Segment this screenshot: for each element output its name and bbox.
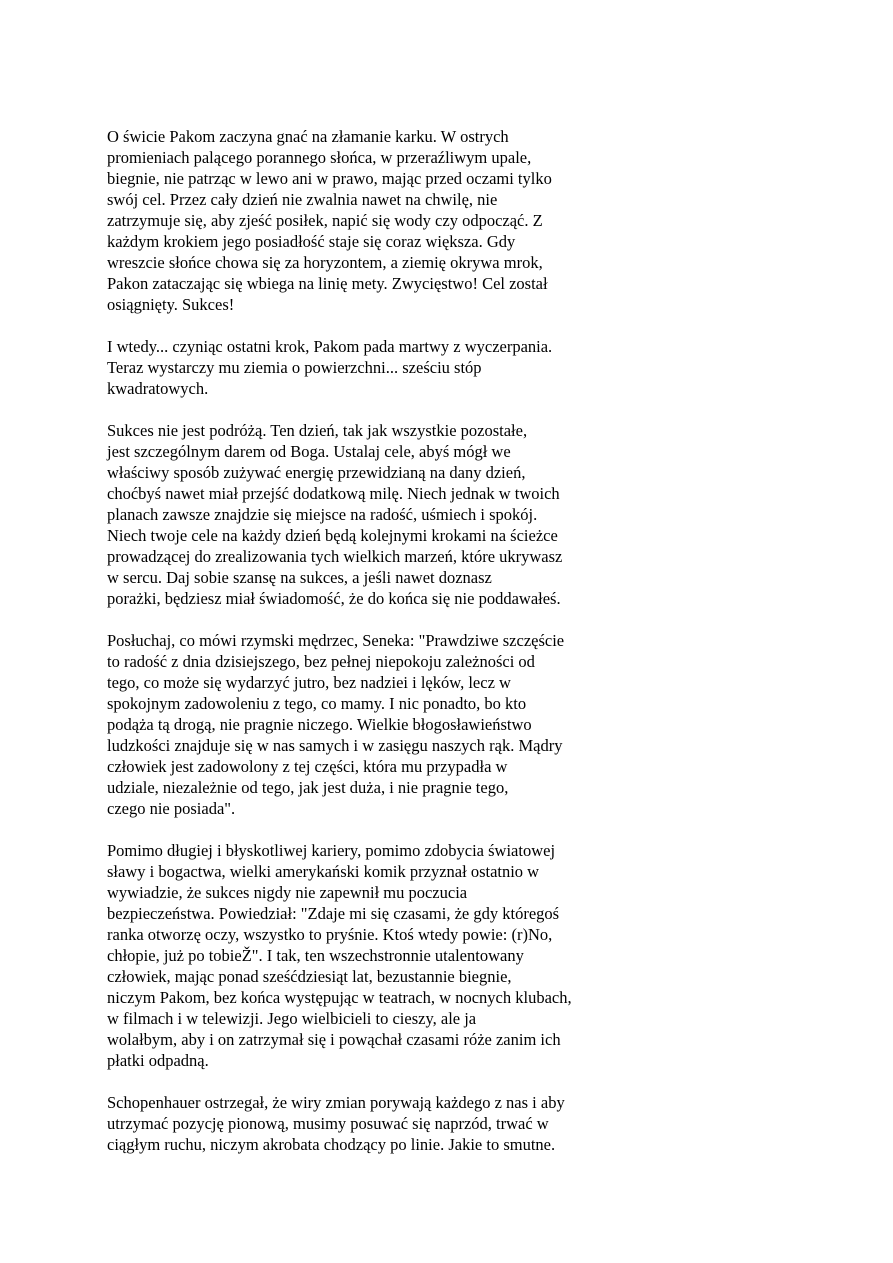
paragraph [107, 630, 627, 819]
text-line: spokojnym zadowoleniu z tego, co mamy. I nic ponadto, bo kto [107, 694, 527, 713]
text-line: ranka otworzę oczy, wszystko to pryśnie. Ktoś wtedy powie: (r)No, [107, 925, 553, 944]
text-line: człowiek jest zadowolony z tej części, która mu przypadła w [107, 757, 508, 776]
text-line: w sercu. Daj sobie szansę na sukces, a jeśli nawet doznasz [107, 568, 492, 587]
text-line: jest szczególnym darem od Boga. Ustalaj cele, abyś mógł we [107, 442, 511, 461]
text-line: właściwy sposób zużywać energię przewidzianą na dany dzień, [107, 463, 526, 482]
text-line: to radość z dnia dzisiejszego, bez pełnej niepokoju zależności od [107, 652, 535, 671]
text-line: wolałbym, aby i on zatrzymał się i powąchał czasami róże zanim ich [107, 1030, 561, 1049]
text-line: bezpieczeństwa. Powiedział: "Zdaje mi się czasami, że gdy któregoś [107, 904, 560, 923]
text-line: sławy i bogactwa, wielki amerykański komik przyznał ostatnio w [107, 862, 540, 881]
text-line: O świcie Pakom zaczyna gnać na złamanie karku. W ostrych [107, 127, 509, 146]
text-line: podąża tą drogą, nie pragnie niczego. Wielkie błogosławieństwo [107, 715, 532, 734]
text-line: kwadratowych. [107, 379, 209, 398]
document-body [107, 126, 627, 1176]
text-line: płatki odpadną. [107, 1051, 209, 1070]
text-line: biegnie, nie patrząc w lewo ani w prawo, mając przed oczami tylko [107, 169, 552, 188]
text-line: planach zawsze znajdzie się miejsce na radość, uśmiech i spokój. [107, 505, 538, 524]
paragraph [107, 840, 627, 1071]
text-line: czego nie posiada". [107, 799, 236, 818]
text-line: wreszcie słońce chowa się za horyzontem, a ziemię okrywa mrok, [107, 253, 543, 272]
text-line: Teraz wystarczy mu ziemia o powierzchni... sześciu stóp [107, 358, 482, 377]
text-line: Pomimo długiej i błyskotliwej kariery, pomimo zdobycia światowej [107, 841, 556, 860]
text-line: tego, co może się wydarzyć jutro, bez nadziei i lęków, lecz w [107, 673, 511, 692]
text-line: ciągłym ruchu, niczym akrobata chodzący po linie. Jakie to smutne. [107, 1135, 556, 1154]
paragraph [107, 1092, 627, 1155]
text-line: swój cel. Przez cały dzień nie zwalnia nawet na chwilę, nie [107, 190, 498, 209]
text-line: Niech twoje cele na każdy dzień będą kolejnymi krokami na ścieżce [107, 526, 558, 545]
text-line: Posłuchaj, co mówi rzymski mędrzec, Seneka: "Prawdziwe szczęście [107, 631, 565, 650]
paragraph [107, 126, 627, 315]
text-line: porażki, będziesz miał świadomość, że do końca się nie poddawałeś. [107, 589, 561, 608]
text-line: utrzymać pozycję pionową, musimy posuwać się naprzód, trwać w [107, 1114, 549, 1133]
text-line: niczym Pakom, bez końca występując w teatrach, w nocnych klubach, [107, 988, 572, 1007]
text-line: człowiek, mając ponad sześćdziesiąt lat, bezustannie biegnie, [107, 967, 512, 986]
text-line: zatrzymuje się, aby zjeść posiłek, napić się wody czy odpocząć. Z [107, 211, 543, 230]
text-line: ludzkości znajduje się w nas samych i w zasięgu naszych rąk. Mądry [107, 736, 563, 755]
text-line: chłopie, już po tobieŽ". I tak, ten wszechstronnie utalentowany [107, 946, 524, 965]
text-line: I wtedy... czyniąc ostatni krok, Pakom pada martwy z wyczerpania. [107, 337, 553, 356]
text-line: osiągnięty. Sukces! [107, 295, 235, 314]
text-line: każdym krokiem jego posiadłość staje się coraz większa. Gdy [107, 232, 516, 251]
text-line: choćbyś nawet miał przejść dodatkową milę. Niech jednak w twoich [107, 484, 560, 503]
paragraph [107, 420, 627, 609]
text-line: wywiadzie, że sukces nigdy nie zapewnił mu poczucia [107, 883, 468, 902]
text-line: prowadzącej do zrealizowania tych wielkich marzeń, które ukrywasz [107, 547, 563, 566]
paragraph [107, 336, 627, 399]
text-line: Schopenhauer ostrzegał, że wiry zmian porywają każdego z nas i aby [107, 1093, 565, 1112]
text-line: promieniach palącego porannego słońca, w przeraźliwym upale, [107, 148, 532, 167]
text-line: udziale, niezależnie od tego, jak jest duża, i nie pragnie tego, [107, 778, 509, 797]
text-line: w filmach i w telewizji. Jego wielbicieli to cieszy, ale ja [107, 1009, 477, 1028]
text-line: Pakon zataczając się wbiega na linię mety. Zwycięstwo! Cel został [107, 274, 548, 293]
text-line: Sukces nie jest podróżą. Ten dzień, tak jak wszystkie pozostałe, [107, 421, 528, 440]
